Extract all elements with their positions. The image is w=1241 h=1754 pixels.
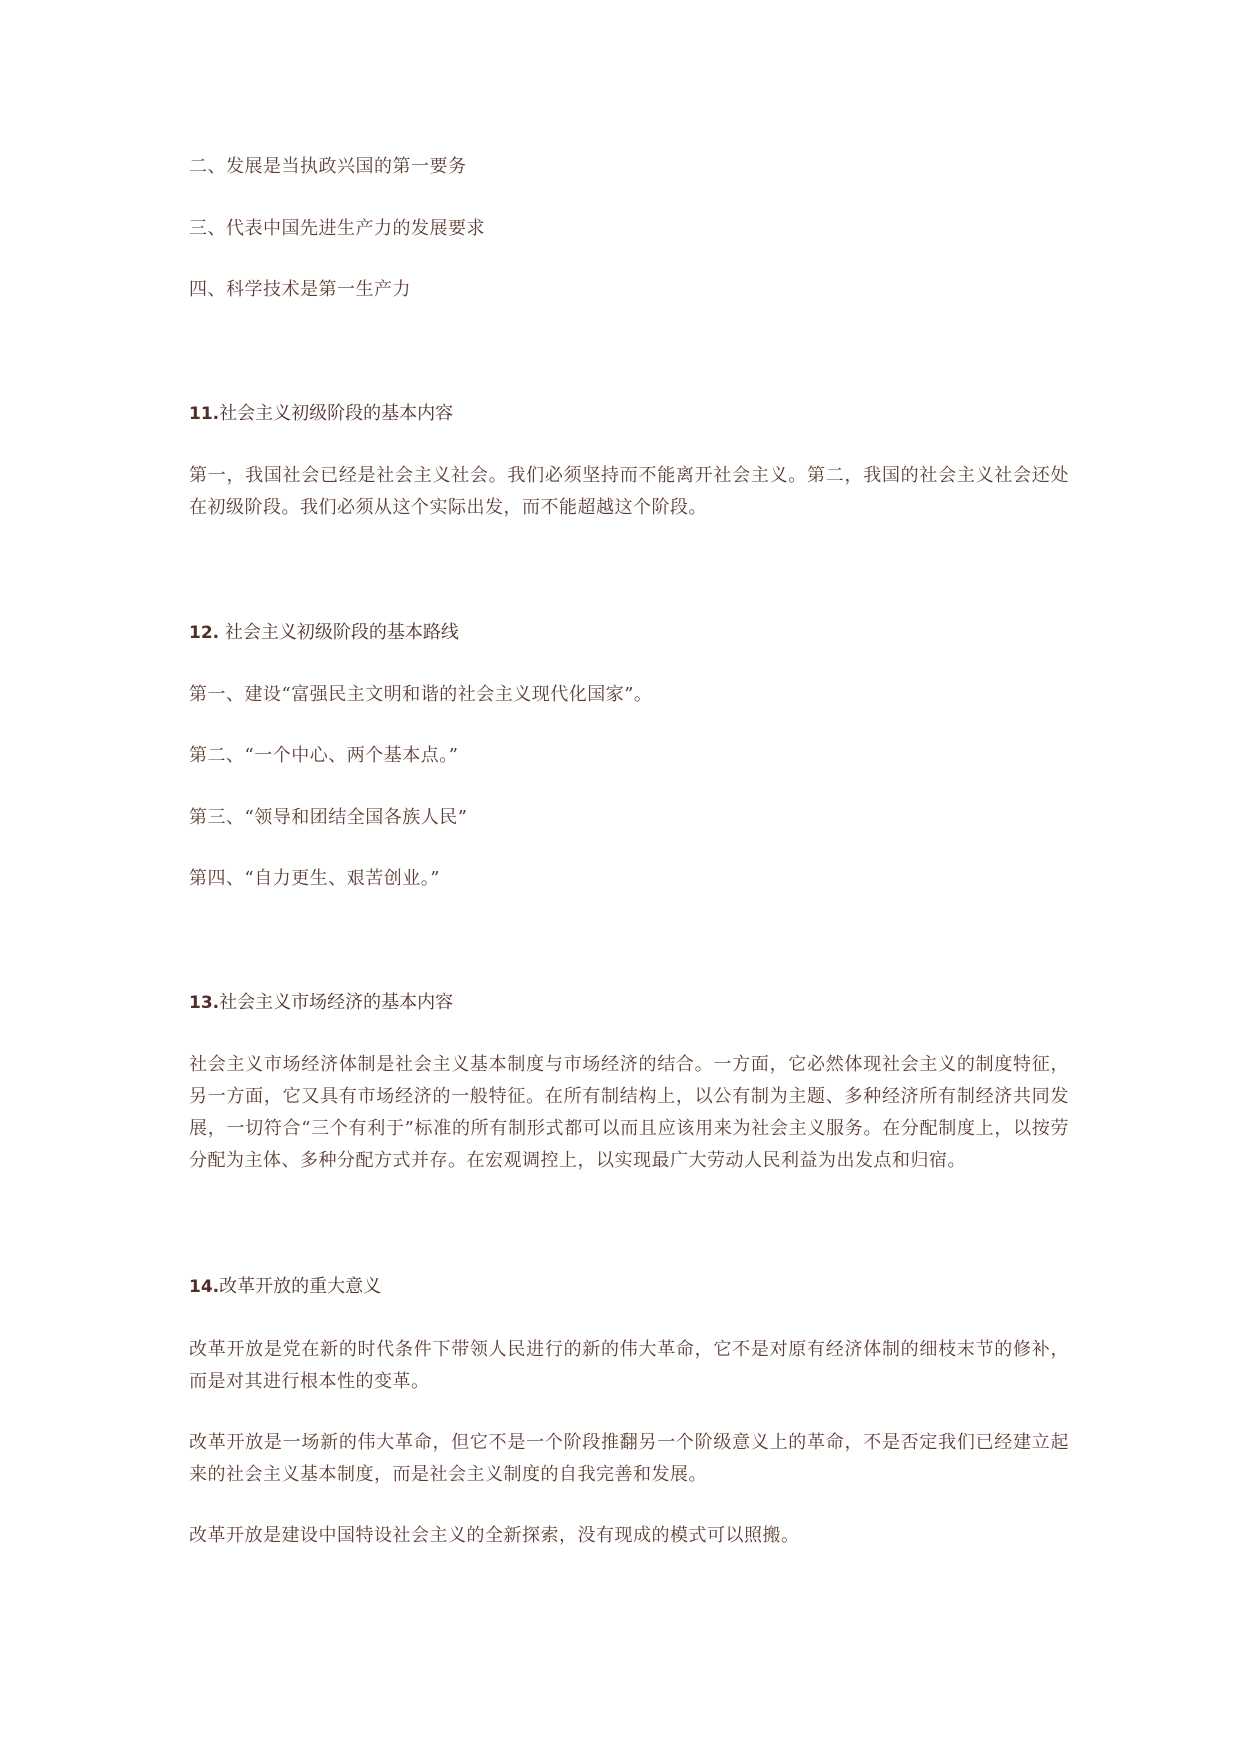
section-14-heading — [189, 1272, 381, 1302]
section-11-body: 第一，我国社会已经是社会主义社会。我们必须坚持而不能离开社会主义。第二，我国的社会主义社会还处在初级阶段。我们必须从这个实际出发，而不能超越这个阶段。 — [189, 465, 1069, 518]
list-item: 第一、建设“富强民主文明和谐的社会主义现代化国家”。 — [189, 684, 653, 705]
list-item: 三、代表中国先进生产力的发展要求 — [189, 218, 485, 239]
section-title: 社会主义初级阶段的基本路线 — [219, 622, 459, 643]
section-14-paragraph: 改革开放是党在新的时代条件下带领人民进行的新的伟大革命，它不是对原有经济体制的细枝末节的修补，而是对其进行根本性的变革。 — [189, 1339, 1069, 1392]
section-12-heading — [189, 618, 459, 648]
list-item: 第三、“领导和团结全国各族人民” — [189, 807, 468, 828]
section-13-heading — [189, 988, 453, 1018]
list-item: 二、发展是当执政兴国的第一要务 — [189, 156, 467, 177]
list-item: 第四、“自力更生、艰苦创业。” — [189, 868, 440, 889]
section-title: 改革开放的重大意义 — [219, 1276, 382, 1297]
section-11-heading — [189, 399, 453, 429]
section-13-body: 社会主义市场经济体制是社会主义基本制度与市场经济的结合。一方面，它必然体现社会主义的制度特征，另一方面，它又具有市场经济的一般特征。在所有制结构上，以公有制为主题、多种经济所有制经济共同发展，一切符合“三个有利于”标准的所有制形式都可以而且应该用来为社会主义服务。在分配制度上，以按劳分配为主体、多种分配方式并存。在宏观调控上，以实现最广大劳动人民利益为出发点和归宿。 — [189, 1054, 1069, 1171]
section-number: 11. — [189, 404, 220, 424]
section-title: 社会主义初级阶段的基本内容 — [219, 403, 454, 424]
section-number: 12. — [189, 623, 220, 643]
section-number: 13. — [189, 993, 220, 1013]
section-title: 社会主义市场经济的基本内容 — [219, 992, 454, 1013]
section-14-paragraph: 改革开放是一场新的伟大革命，但它不是一个阶段推翻另一个阶级意义上的革命，不是否定我们已经建立起来的社会主义基本制度，而是社会主义制度的自我完善和发展。 — [189, 1432, 1069, 1485]
list-item: 四、科学技术是第一生产力 — [189, 279, 411, 300]
list-item: 第二、“一个中心、两个基本点。” — [189, 745, 459, 766]
section-14-paragraph: 改革开放是建设中国特设社会主义的全新探索，没有现成的模式可以照搬。 — [189, 1525, 800, 1546]
section-number: 14. — [189, 1277, 220, 1297]
